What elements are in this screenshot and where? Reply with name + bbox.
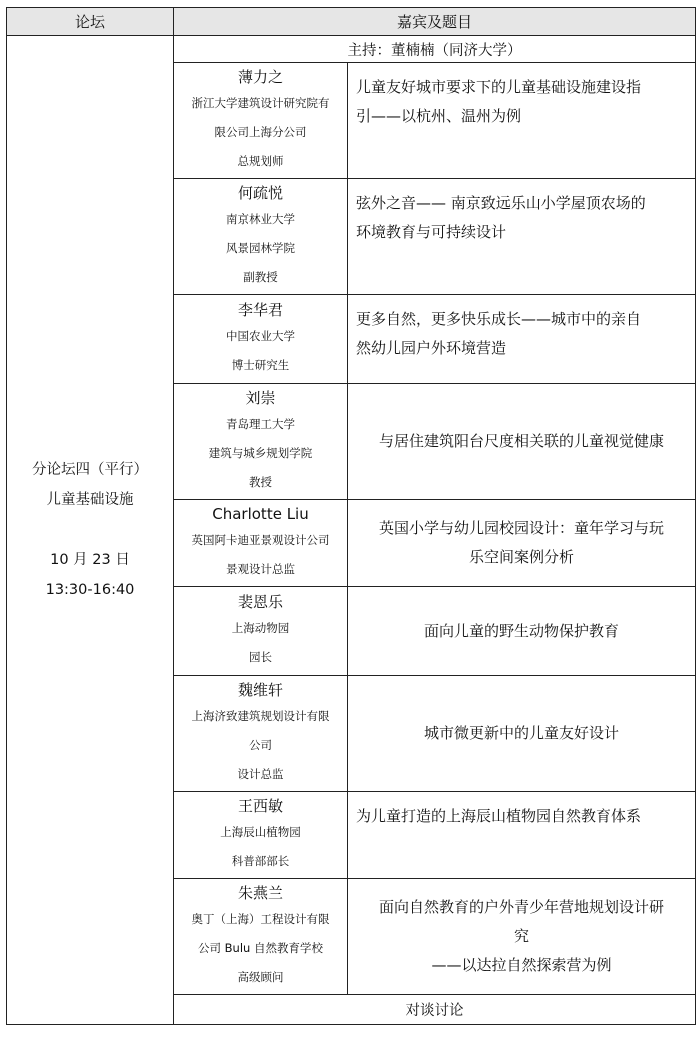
- speaker-affiliation: 公司 Bulu 自然教育学校: [198, 941, 323, 955]
- topic-line: 环境教育与可持续设计: [356, 223, 507, 241]
- topic-cell: [348, 587, 696, 676]
- speaker-cell: [174, 500, 348, 587]
- speaker-cell: [174, 792, 348, 879]
- speaker-title: 高级顾问: [237, 970, 284, 984]
- speaker-title: 博士研究生: [231, 358, 290, 372]
- topic-line: 面向自然教育的户外青少年营地规划设计研: [379, 898, 665, 916]
- speaker-name: 李华君: [237, 301, 283, 319]
- speaker-name: 裴恩乐: [237, 593, 283, 611]
- speaker-title: 教授: [249, 475, 272, 489]
- forum-name-line1: 分论坛四（平行）: [32, 462, 148, 478]
- speaker-affiliation: 建筑与城乡规划学院: [208, 446, 313, 460]
- topic-line: 究: [514, 927, 530, 945]
- speaker-title: 总规划师: [237, 154, 284, 168]
- forum-info-cell: [7, 36, 174, 1025]
- topic-line: 为儿童打造的上海辰山植物园自然教育体系: [356, 807, 642, 825]
- topic-cell: [348, 63, 696, 179]
- speaker-cell: [174, 879, 348, 995]
- topic-line: ——以达拉自然探索营为例: [431, 956, 612, 974]
- topic-line: 引——以杭州、温州为例: [356, 107, 522, 125]
- speaker-affiliation: 风景园林学院: [226, 241, 295, 255]
- topic-cell: [348, 295, 696, 384]
- speaker-cell: [174, 179, 348, 295]
- speaker-name: Charlotte Liu: [212, 505, 309, 523]
- topic-line: 英国小学与幼儿园校园设计：童年学习与玩: [379, 519, 665, 537]
- forum-name-line2: 儿童基础设施: [46, 492, 134, 508]
- speaker-affiliation: 上海济致建筑规划设计有限: [191, 709, 330, 723]
- guest-column-header: 嘉宾及题目: [174, 8, 696, 36]
- speaker-name: 薄力之: [237, 68, 283, 86]
- speaker-affiliation: 英国阿卡迪亚景观设计公司: [191, 533, 330, 547]
- speaker-cell: [174, 295, 348, 384]
- speaker-name: 刘崇: [245, 389, 276, 407]
- speaker-affiliation: 浙江大学建筑设计研究院有: [191, 96, 330, 110]
- topic-line: 弦外之音—— 南京致远乐山小学屋顶农场的: [356, 194, 646, 212]
- discussion-cell: 对谈讨论: [174, 995, 696, 1025]
- topic-cell: [348, 179, 696, 295]
- forum-time: 13:30-16:40: [45, 582, 135, 598]
- speaker-name: 何疏悦: [237, 184, 283, 202]
- speaker-name: 朱燕兰: [237, 884, 283, 902]
- host-row: [7, 36, 696, 63]
- topic-line: 儿童友好城市要求下的儿童基础设施建设指: [356, 78, 642, 96]
- speaker-affiliation: 南京林业大学: [226, 212, 295, 226]
- forum-schedule-table: [6, 7, 696, 1025]
- topic-line: 乐空间案例分析: [469, 548, 575, 566]
- header-row: [7, 8, 696, 36]
- speaker-title: 设计总监: [237, 767, 284, 781]
- speaker-title: 副教授: [243, 270, 278, 284]
- topic-line: 城市微更新中的儿童友好设计: [424, 724, 620, 742]
- speaker-affiliation: 上海动物园: [231, 621, 290, 635]
- speaker-name: 魏维轩: [237, 681, 283, 699]
- topic-cell: [348, 676, 696, 792]
- speaker-cell: [174, 384, 348, 500]
- topic-cell: [348, 384, 696, 500]
- speaker-affiliation: 中国农业大学: [226, 329, 295, 343]
- topic-line: 面向儿童的野生动物保护教育: [424, 621, 620, 640]
- topic-line: 然幼儿园户外环境营造: [356, 339, 507, 357]
- speaker-cell: [174, 587, 348, 676]
- speaker-affiliation: 上海辰山植物园: [220, 825, 301, 839]
- speaker-title: 科普部部长: [231, 854, 290, 868]
- topic-line: 与居住建筑阳台尺度相关联的儿童视觉健康: [379, 432, 665, 450]
- speaker-affiliation: 限公司上海分公司: [214, 125, 307, 139]
- speaker-cell: [174, 63, 348, 179]
- speaker-title: 景观设计总监: [226, 562, 295, 576]
- forum-date: 10 月 23 日: [50, 552, 130, 568]
- speaker-name: 王西敏: [237, 797, 283, 815]
- topic-line: 更多自然，更多快乐成长——城市中的亲自: [356, 310, 642, 328]
- topic-cell: [348, 792, 696, 879]
- speaker-title: 园长: [249, 650, 272, 664]
- speaker-affiliation: 公司: [249, 738, 272, 752]
- topic-cell: [348, 500, 696, 587]
- speaker-affiliation: 奥丁（上海）工程设计有限: [191, 912, 330, 926]
- forum-column-header: 论坛: [7, 8, 174, 36]
- speaker-cell: [174, 676, 348, 792]
- topic-cell: [348, 879, 696, 995]
- speaker-affiliation: 青岛理工大学: [226, 417, 295, 431]
- host-cell: 主持：董楠楠（同济大学）: [174, 36, 696, 63]
